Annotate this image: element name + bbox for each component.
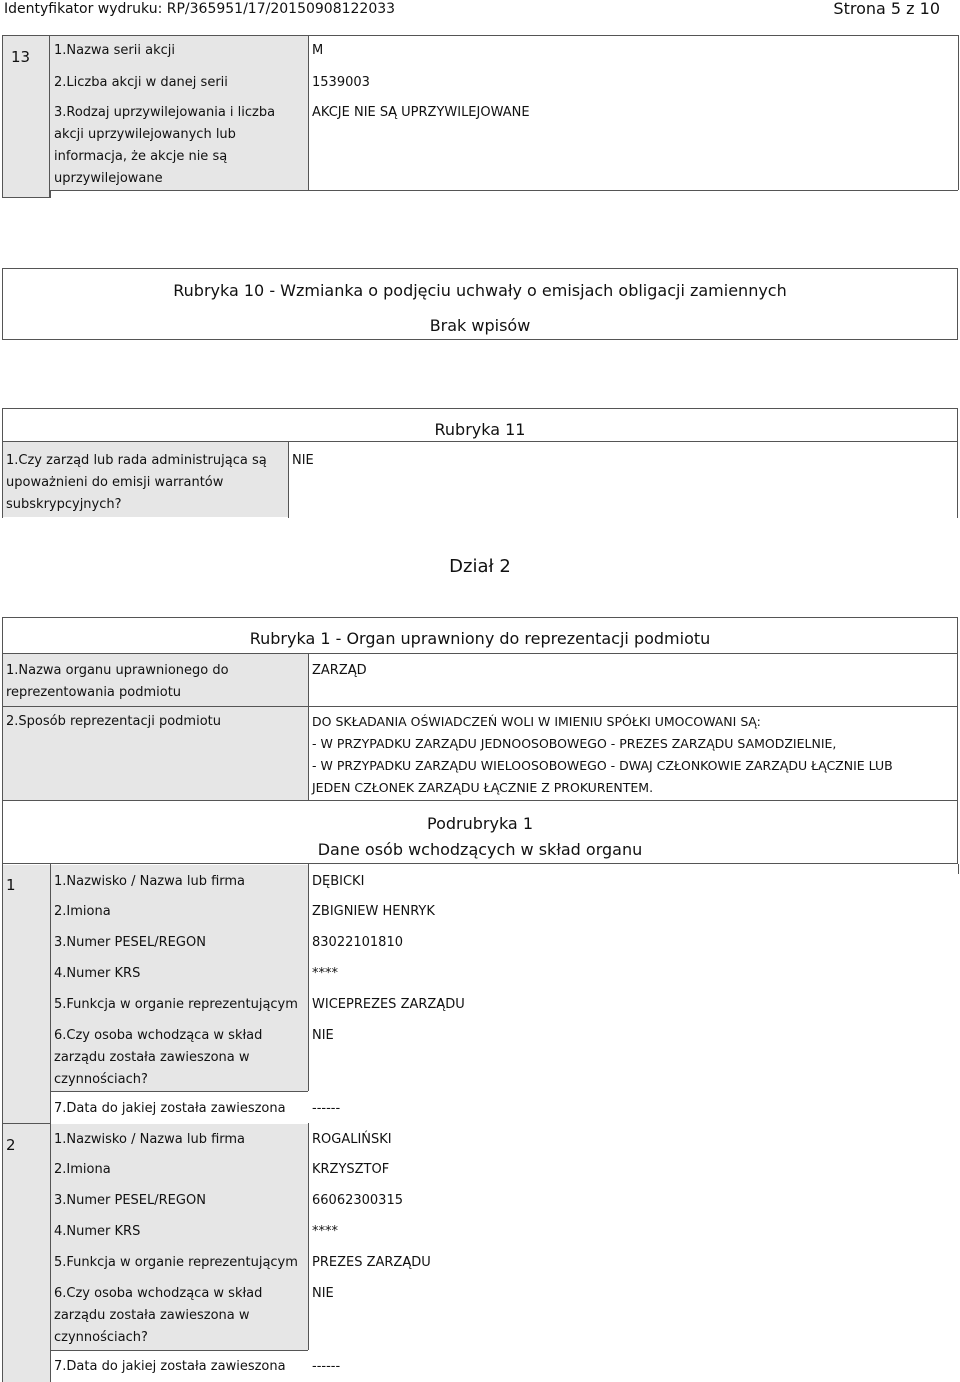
field-value: WICEPREZES ZARZĄDU [312, 997, 465, 1012]
person-number-bg [3, 865, 50, 1123]
field-label: 1.Nazwa organu uprawnionego do reprezentowania podmiotu [6, 663, 229, 700]
field-value: 66062300315 [312, 1193, 403, 1208]
field-label: 7.Data do jakiej została zawieszona [54, 1101, 286, 1116]
field-value: NIE [292, 453, 314, 468]
podrubryka-title: Podrubryka 1 [427, 814, 533, 833]
divider [308, 35, 309, 190]
field-value: 83022101810 [312, 935, 403, 950]
divider [958, 35, 959, 190]
person-number-bg [3, 1124, 50, 1382]
section-13-number: 13 [11, 48, 31, 66]
rubryka-10-box [2, 268, 958, 340]
field-label: 5.Funkcja w organie reprezentującym [54, 997, 298, 1012]
empty-entries: Brak wpisów [429, 316, 531, 335]
field-label: 5.Funkcja w organie reprezentującym [54, 1255, 298, 1270]
field-value: ------ [312, 1359, 341, 1374]
field-label: 1.Nazwa serii akcji [54, 43, 175, 58]
field-label: 7.Data do jakiej została zawieszona [54, 1359, 286, 1374]
divider [308, 653, 309, 801]
divider [50, 1091, 308, 1092]
field-label: 2.Sposób reprezentacji podmiotu [6, 714, 221, 729]
rubryka-11-title: Rubryka 11 [434, 420, 526, 439]
field-value: KRZYSZTOF [312, 1162, 390, 1177]
divider [288, 441, 289, 518]
rubryka-1-title: Rubryka 1 - Organ uprawniony do reprezentacji podmiotu [249, 629, 711, 648]
person-number: 1 [6, 876, 16, 894]
field-value: M [312, 43, 324, 58]
section-13-number-cell [2, 35, 50, 198]
field-value: DĘBICKI [312, 874, 365, 889]
field-value: ZBIGNIEW HENRYK [312, 904, 435, 919]
field-label: 2.Imiona [54, 1162, 111, 1177]
field-label: 3.Numer PESEL/REGON [54, 1193, 206, 1208]
field-label: 3.Numer PESEL/REGON [54, 935, 206, 950]
divider [2, 706, 958, 707]
field-value: **** [312, 1224, 338, 1239]
divider [50, 190, 51, 198]
field-label: 6.Czy osoba wchodząca w skład zarządu została zawieszona w czynnościach? [54, 1286, 263, 1345]
rubryka-10-title: Rubryka 10 - Wzmianka o podjęciu uchwały o emisjach obligacji zamiennych [173, 281, 787, 300]
person-number: 2 [6, 1136, 16, 1154]
field-label: 4.Numer KRS [54, 1224, 141, 1239]
page-number: Strona 5 z 10 [833, 0, 940, 18]
field-label: 4.Numer KRS [54, 966, 141, 981]
field-value: AKCJE NIE SĄ UPRZYWILEJOWANE [312, 105, 530, 120]
field-value: ROGALIŃSKI [312, 1132, 392, 1147]
divider [50, 35, 958, 36]
field-value: NIE [312, 1028, 334, 1043]
field-label: 2.Liczba akcji w danej serii [54, 75, 228, 90]
field-value: NIE [312, 1286, 334, 1301]
divider [50, 190, 958, 191]
print-identifier: Identyfikator wydruku: RP/365951/17/20150908122033 [4, 1, 396, 17]
field-label: 3.Rodzaj uprzywilejowania i liczba akcji uprzywilejowanych lub informacja, że akcje nie są uprzywilejowane [54, 105, 276, 186]
field-value: PREZES ZARZĄDU [312, 1255, 431, 1270]
divider [958, 864, 959, 874]
field-label: 1.Nazwisko / Nazwa lub firma [54, 874, 246, 889]
divider [308, 1123, 309, 1350]
field-value: 1539003 [312, 75, 370, 90]
section-title-dzial-2: Dział 2 [449, 556, 511, 577]
divider [308, 864, 309, 1091]
field-value: DO SKŁADANIA OŚWIADCZEŃ WOLI W IMIENIU SPÓŁKI UMOCOWANI SĄ: - W PRZYPADKU ZARZĄDU JEDNOOSOBOWEGO - PREZES ZARZĄDU SAMODZIELNIE, - W PRZYPADKU ZARZĄDU WIELOOSOBOWEGO - DWAJ CZŁONKOWIE ZARZĄDU ŁĄCZNIE LUB JEDEN CZŁONEK ZARZĄDU ŁĄCZNIE Z PROKURENTEM. [312, 714, 893, 795]
field-label: 2.Imiona [54, 904, 111, 919]
field-value: **** [312, 966, 338, 981]
field-label: 1.Czy zarząd lub rada administrująca są upoważnieni do emisji warrantów subskrypcyjnych? [6, 453, 267, 512]
field-label: 6.Czy osoba wchodząca w skład zarządu została zawieszona w czynnościach? [54, 1028, 263, 1087]
field-value: ZARZĄD [312, 663, 367, 678]
field-label: 1.Nazwisko / Nazwa lub firma [54, 1132, 246, 1147]
podrubryka-subtitle: Dane osób wchodzących w skład organu [317, 840, 643, 859]
divider [50, 1350, 308, 1351]
field-value: ------ [312, 1101, 341, 1116]
